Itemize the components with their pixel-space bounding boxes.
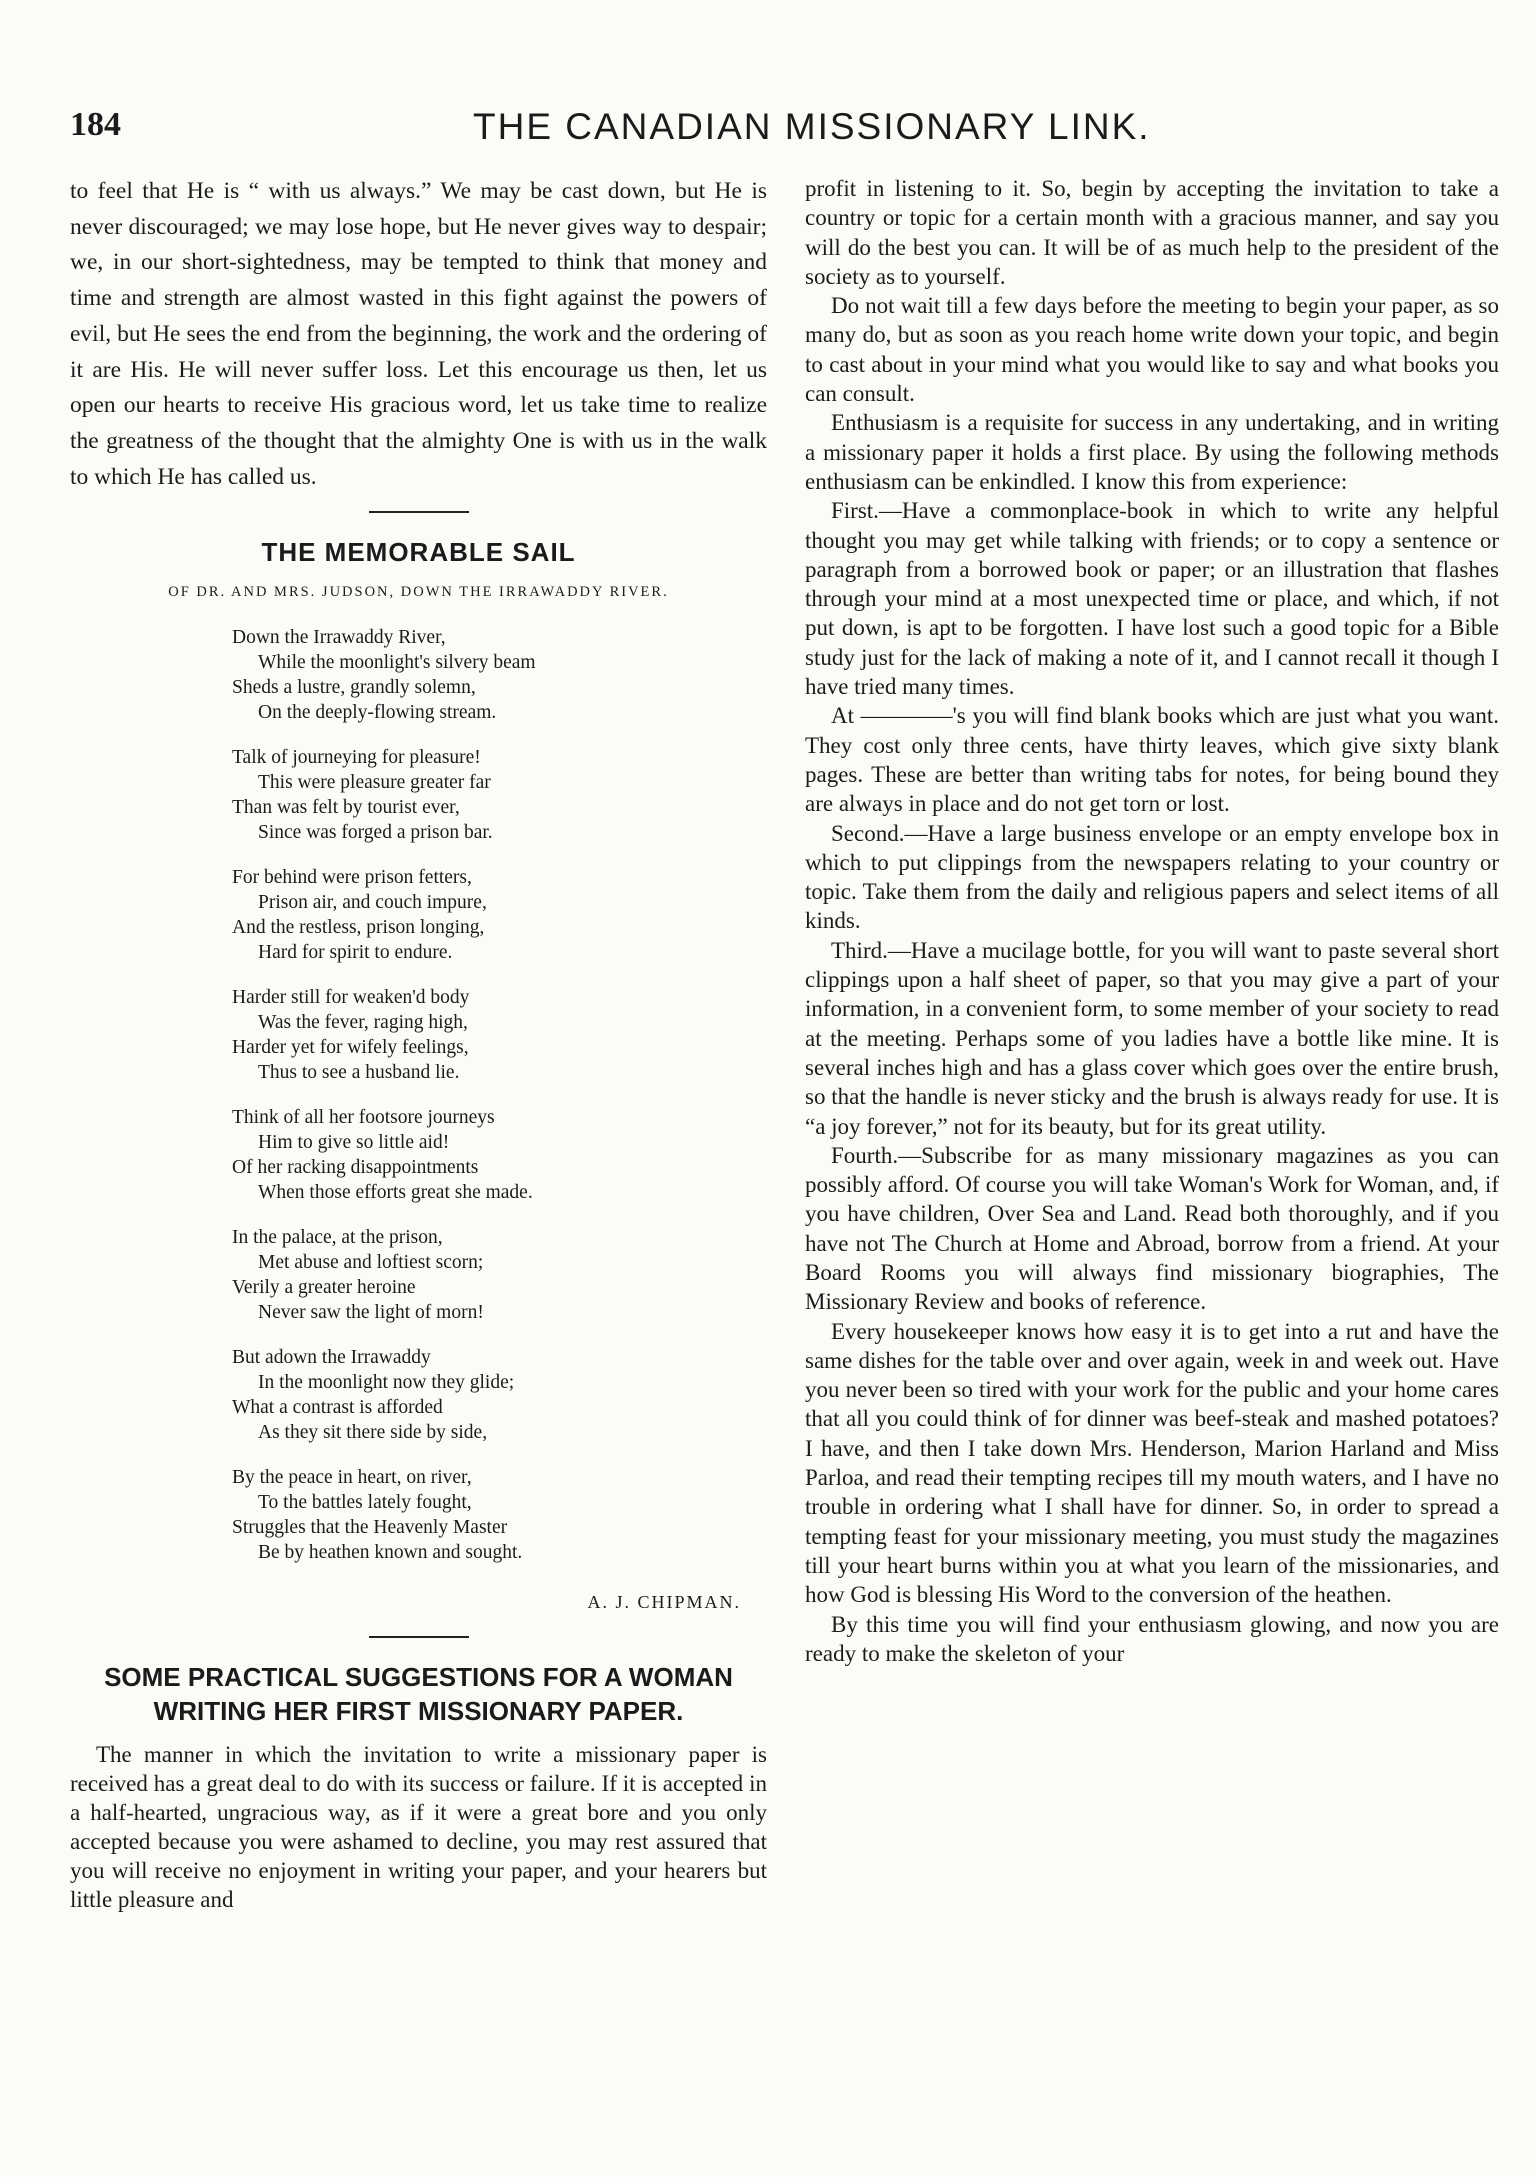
poem-stanza	[232, 1225, 767, 1325]
article-opening-paragraph: The manner in which the invitation to write a missionary paper is received has a great deal to do with its success or failure. If it is accepted in a half-hearted, ungracious way, as if it were a great bore and you only accepted because you were ashamed to decline, you may rest assured that you will receive no enjoyment in writing your paper, and your hearers but little pleasure and	[70, 1742, 767, 1913]
poem-line: Hard for spirit to endure.	[258, 941, 453, 963]
poem-line: As they sit there side by side,	[258, 1421, 488, 1443]
poem-author: A. J. CHIPMAN.	[587, 1591, 741, 1612]
poem-line: By the peace in heart, on river,	[232, 1466, 472, 1488]
poem-line: Sheds a lustre, grandly solemn,	[232, 676, 476, 698]
article-title-line: WRITING HER FIRST MISSIONARY PAPER.	[153, 1696, 684, 1727]
poem-line: Prison air, and couch impure,	[258, 891, 487, 913]
section-divider	[369, 511, 469, 513]
section-divider	[369, 1636, 469, 1638]
page-number: 184	[70, 106, 121, 143]
poem-stanza	[232, 625, 767, 725]
poem-line: Struggles that the Heavenly Master	[232, 1516, 508, 1538]
body-paragraph: profit in listening to it. So, begin by accepting the invitation to take a country or topic for a certain month with a gracious manner, and say you will do the best you can. It will be of as much help to the president of the society as to yourself.	[805, 176, 1499, 289]
poem-line: In the moonlight now they glide;	[258, 1371, 515, 1393]
body-paragraph: Do not wait till a few days before the meeting to begin your paper, as so many do, but as soon as you reach home write down your topic, and begin to cast about in your mind what you would like to say and what books you can consult.	[805, 293, 1499, 407]
left-column	[70, 174, 767, 1914]
poem-line: Verily a greater heroine	[232, 1276, 416, 1298]
body-paragraph: Fourth.—Subscribe for as many missionary magazines as you can possibly afford. Of course you will take Woman's Work for Woman, and, if you have children, Over Sea and Land. Read both thoroughly, and if you have not The Church at Home and Abroad, borrow from a friend. At your Board Rooms you will always find missionary biographies, The Missionary Review and books of reference.	[805, 1142, 1499, 1315]
poem-stanza	[232, 745, 767, 845]
poem-stanza	[232, 1105, 767, 1205]
poem-line: Be by heathen known and sought.	[258, 1541, 523, 1563]
poem-stanza	[232, 1345, 767, 1445]
poem-stanza	[232, 865, 767, 965]
poem-line: Of her racking disappointments	[232, 1156, 479, 1178]
poem-subtitle: OF DR. AND MRS. JUDSON, DOWN THE IRRAWADDY RIVER.	[168, 584, 669, 601]
poem-line: Than was felt by tourist ever,	[232, 796, 460, 818]
poem-line: Talk of journeying for pleasure!	[232, 746, 481, 768]
body-paragraph: Enthusiasm is a requisite for success in any undertaking, and in writing a missionary paper it holds a first place. By using the following methods enthusiasm can be enkindled. I know this from experience:	[805, 410, 1499, 494]
poem-line: But adown the Irrawaddy	[232, 1346, 431, 1368]
poem-stanza	[232, 985, 767, 1085]
intro-paragraph: to feel that He is “ with us always.” We may be cast down, but He is never discouraged; we may lose hope, but He never gives way to despair; we, in our short-sightedness, may be tempted to think that money and time and strength are almost wasted in this fight against the powers of evil, but He sees the end from the beginning, the work and the ordering of it are His. He will never suffer loss. Let this encourage us then, let us open our hearts to receive His gracious word, let us take time to realize the greatness of the thought that the almighty One is with us in the walk to which He has called us.	[70, 178, 767, 490]
poem-line: Met abuse and loftiest scorn;	[258, 1251, 484, 1273]
poem-line: What a contrast is afforded	[232, 1396, 443, 1418]
body-paragraph: Every housekeeper knows how easy it is to get into a rut and have the same dishes for the table over and over again, week in and week out. Have you never been so tired with your work for the public and your home cares that all you could think of for dinner was beef-steak and mashed potatoes? I have, and then I take down Mrs. Henderson, Marion Harland and Miss Parloa, and read their tempting recipes till my mouth waters, and I have no trouble in ordering what I shall have for dinner. So, in order to spread a tempting feast for your missionary meeting, you must study the magazines till your heart burns within you at what you learn of the missionaries, and how God is blessing His Word to the conversion of the heathen.	[805, 1318, 1499, 1608]
poem-line: Since was forged a prison bar.	[258, 821, 493, 843]
poem-line: Him to give so little aid!	[258, 1131, 450, 1153]
body-paragraph: At ————'s you will find blank books which are just what you want. They cost only three cents, have thirty leaves, which give sixty blank pages. These are better than writing tabs for notes, for being bound they are always in place and do not get torn or lost.	[805, 703, 1499, 817]
poem-line: For behind were prison fetters,	[232, 866, 472, 888]
body-paragraph: By this time you will find your enthusiasm glowing, and now you are ready to make the skeleton of your	[805, 1611, 1499, 1666]
poem-stanzas	[70, 625, 767, 1565]
page-header	[70, 102, 1510, 154]
article-title	[70, 1660, 767, 1728]
poem-line: This were pleasure greater far	[258, 771, 491, 793]
poem-line: Harder still for weaken'd body	[232, 986, 470, 1008]
poem-line: Think of all her footsore journeys	[232, 1106, 495, 1128]
running-title: THE CANADIAN MISSIONARY LINK.	[473, 106, 1151, 147]
poem-line: Down the Irrawaddy River,	[232, 626, 446, 648]
body-paragraph: Third.—Have a mucilage bottle, for you will want to paste several short clippings upon a half sheet of paper, so that you may give a part of your information, in a convenient form, to some member of your society to read at the meeting. Perhaps some of you ladies have a bottle like mine. It is several inches high and has a glass cover which goes over the entire brush, so that the handle is never sticky and the brush is always ready for use. It is “a joy forever,” not for its beauty, but for its great utility.	[805, 937, 1499, 1139]
article-title-line: SOME PRACTICAL SUGGESTIONS FOR A WOMAN	[104, 1662, 733, 1693]
body-paragraph: Second.—Have a large business envelope or an empty envelope box in which to put clippings from the newspapers relating to your country or topic. Take them from the daily and religious papers and select items of all kinds.	[805, 820, 1499, 934]
poem-line: Never saw the light of morn!	[258, 1301, 484, 1323]
poem-line: Thus to see a husband lie.	[258, 1061, 460, 1083]
poem-title: THE MEMORABLE SAIL	[261, 537, 576, 568]
poem-line: On the deeply-flowing stream.	[258, 701, 497, 723]
poem-stanza	[232, 1465, 767, 1565]
poem-line: To the battles lately fought,	[258, 1491, 472, 1513]
poem-line: While the moonlight's silvery beam	[258, 651, 536, 673]
body-paragraph: First.—Have a commonplace-book in which to write any helpful thought you may get while talking with friends; or to copy a sentence or paragraph from a borrowed book or paper; or an illustration that flashes through your mind at a most unexpected time or place, and which, if not put down, is apt to be forgotten. I have lost such a good topic for a Bible study just for the lack of making a note of it, and I cannot recall it though I have tried many times.	[805, 498, 1499, 700]
poem-line: And the restless, prison longing,	[232, 916, 485, 938]
poem-line: Was the fever, raging high,	[258, 1011, 468, 1033]
poem-line: In the palace, at the prison,	[232, 1226, 443, 1248]
poem-line: Harder yet for wifely feelings,	[232, 1036, 469, 1058]
poem-line: When those efforts great she made.	[258, 1181, 533, 1203]
right-column	[805, 174, 1499, 1668]
